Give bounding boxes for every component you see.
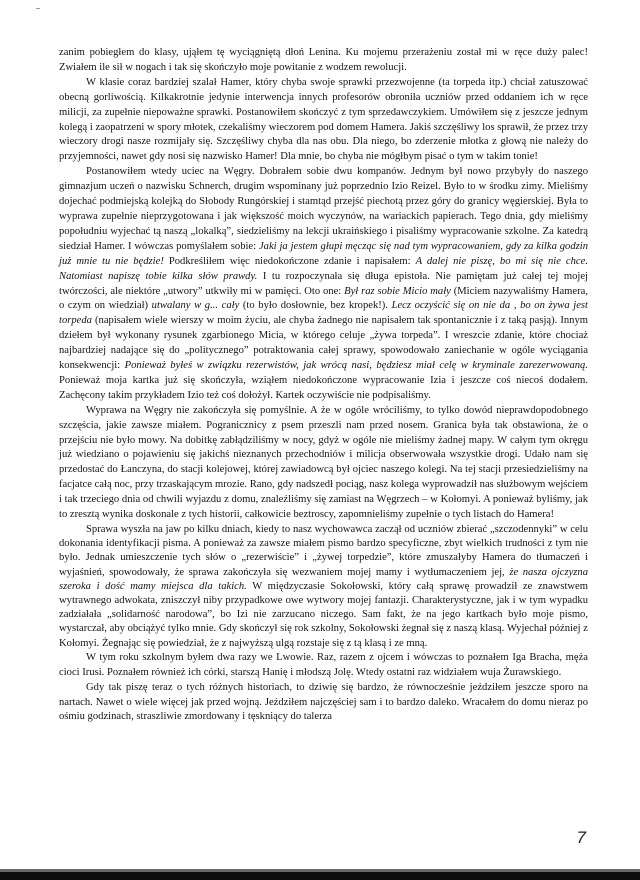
text-run: Postanowiłem wtedy uciec na Węgry. Dobrałem sobie dwu kompanów. Jednym był nowo przybyły do naszego gimnazjum uczeń o nazwisku Schnerch, drugim wspominany już poprzednio Izio Reizel. Było to w środku zimy. Mieliśmy dojechać podmiejską kolejką do Słobody Rungórskiej i stamtąd przejść piechotą przez góry do granicy węgierskiej. Była to wyprawa zupełnie nieprzygotowana i jak większość moich wyczynów, na wariackich papierach. Tego dnia, gdy mieliśmy popołudniu wyjechać tą naszą „lokalką”, siedzieliśmy na lekcji ukraińskiego i pisaliśmy wypracowanie szkolne. Za katedrą siedział Hamer. I wówczas pomyślałem sobie: — [59, 166, 588, 252]
italic-text: Ponieważ byłeś w związku rezerwistów, jak wrócą nasi, będziesz miał celę w kryminale zarezerwowaną. — [124, 360, 588, 372]
text-run: I tu rozpoczynała się długa epistoła. Nie pamiętam już całej tej mojej twórczości, ale niektóre „utwory” utkwiły mi w pamięci. Oto one: — [59, 270, 588, 297]
text-run: Podkreśliłem więc niedokończone zdanie i napisałem: — [163, 255, 416, 267]
page-number: 7 — [576, 828, 586, 847]
italic-text: że nasza ojczyzna szeroka i dość mamy miejsca dla takich. — [59, 566, 588, 592]
paragraph — [59, 46, 588, 76]
text-run: Wyprawa na Węgry nie zakończyła się pomyślnie. A że w ogóle wróciliśmy, to tylko dowód nieprawdopodobnego szczęścia, jakie zawsze miałem. Pogranicznicy z psem przeszli nam przed nosem. Granica była tak obstawiona, że o przejściu nie było mowy. Na dobitkę zabłądziliśmy w nocy, gdyż w ogóle nie mieliśmy żadnej mapy. W całym tym okręgu już wiedziano o pojawieniu się jakichś nieznanych przechodniów i milicja obserwowała wszystkie drogi. Udało nam się przedostać do Łanczyna, do stacji kolejowej, której zawiadowcą był ojciec naszego kolegi. Na tej stacji przesiedzieliśmy na facjatce całą noc, przy trzaskającym mrozie. Rano, gdy nadszedł pociąg, nasz kolega wyprowadził nas służbowym wejściem i tak trzeciego dnia od chwili wyjazdu z domu, znaleźliśmy się zamiast na Węgrzech – w Kołomyi. A ponieważ byliśmy, jak to zresztą wynika doskonale z tych historii, całkowicie beztroscy, zapomnieliśmy zupełnie o tych listach do Hamera! — [59, 404, 588, 521]
scan-edge — [0, 872, 640, 880]
italic-text: Jaki ja jestem głupi męcząc się nad tym wypracowaniem, gdy za kilka godzin już mnie tu nie będzie! — [59, 240, 589, 267]
italic-text: A dalej nie piszę, bo mi się nie chce. Natomiast napiszę tobie kilka słów prawdy. — [59, 255, 588, 282]
paragraph — [59, 404, 588, 523]
text-run: zanim pobiegłem do klasy, ująłem tę wyciągniętą dłoń Lenina. Ku mojemu przerażeniu został mi w ręce duży palec! Zwiałem ile sił w nogach i tak się skończyło moje powitanie z wodzem rewolucji. — [59, 47, 588, 73]
text-run: (to było dosłownie, bez kropek!). — [239, 300, 392, 312]
paragraph — [59, 76, 588, 165]
paragraph — [59, 651, 588, 681]
paragraph — [59, 165, 588, 404]
text-run: Sprawa wyszła na jaw po kilku dniach, kiedy to nasz wychowawca zaczął od uczniów zbierać „szczodennyki” w celu dokonania identyfikacji pisma. A ponieważ za zawsze miałem pismo bardzo specyficzne, zbyt wielkich trudności z tym nie było. Jednak umieszczenie tych słów o „rezerwiście” i „żywej torpedzie”, które zmuszałyby Hamera do tłumaczeń i wyjaśnień, spowodowały, że sprawa zakończyła się wezwaniem mojej mamy i wytłumaczeniem jej, — [59, 524, 588, 578]
text-run: (Miciem nazywaliśmy Hamera, o czym on wiedział) — [59, 285, 588, 312]
text-run: W międzyczasie Sokołowski, który całą sprawę prowadził ze znawstwem wytrawnego adwokata, zniszczył niby przypadkowe owe wytwory mojej fantazji. Charakterystyczne, jak i w tym wypadku zadziałała „solidarność narodowa”, bo Izi nie zarzucano niczego. Sam fakt, że na jego kartkach było moje pismo, wystarczał, aby obciążyć tylko mnie. Gdy skończył się rok szkolny, Sokołowski żegnał się z naszą klasą. Wyjechał później z Kołomyi. Żegnając się powiedział, że z najwyższą ulgą rozstaje się z tą klasą i ze mną. — [59, 580, 588, 649]
text-run: (napisałem wiele wierszy w moim życiu, ale chyba żadnego nie napisałem tak spontanicznie i z taką pasją). Innym dziełem był wykonany rysunek zgarbionego Micia, w którego celuje „żywa torpeda”. I wreszcie zdanie, które chociaż najbardziej nadające się do „politycznego” potraktowania całej sprawy, spowodowało zaniechanie w ogóle wyciągania konsekwencji: — [59, 315, 588, 372]
text-run: W klasie coraz bardziej szalał Hamer, który chyba swoje sprawki przezwojenne (ta torpeda itp.) chciał zatuszować obecną gorliwością. Kilkakrotnie jedynie interwencja innych profesorów obroniła uczniów przed oddaniem ich w ręce milicji, za zupełnie niepoważne sprawki. Postanowiłem skończyć z tym sprzedawczykiem. Umówiłem się z jeszcze jednym kolegą i zaopatrzeni w spory młotek, czekaliśmy wieczorem pod domem Hamera. Jakiś szczęśliwy los sprawił, że przez trzy wieczory drogi nasze rozmijały się. Szczęśliwy chyba dla nas obu. Dla niego, bo zderzenie młotka z głową nie należy do przyjemności, nawet gdy nosi się nazwisko Hamer! Dla mnie, bo chyba nie mógłbym pisać o tym w takim tonie! — [59, 76, 588, 163]
scan-speck — [36, 8, 40, 9]
body-text — [59, 46, 588, 725]
paragraph — [59, 681, 588, 726]
text-run: Ponieważ moja kartka już się skończyła, wziąłem niedokończone wypracowanie Izia i jeszcze coś niecoś dodałem. Zachęcony takim przykładem Izio też coś dołożył. Kartek oczywiście nie podpisaliśmy. — [59, 374, 588, 401]
italic-text: Był raz sobie Micio mały — [344, 285, 451, 297]
italic-text: Lecz oczyścić się on nie da , bo on żywa jest torpeda — [59, 300, 588, 327]
italic-text: utwalany w g... cały — [151, 300, 240, 312]
paragraph — [59, 523, 588, 651]
text-run: W tym roku szkolnym byłem dwa razy we Lwowie. Raz, razem z ojcem i wówczas to poznałem Iga Bracha, męża cioci Irusi. Poznałem również ich córki, starszą Hanię i młodszą Jolę. Wtedy ostatni raz widziałem wuja Żurawskiego. — [59, 651, 588, 678]
text-run: Gdy tak piszę teraz o tych różnych historiach, to dziwię się bardzo, że równocześnie jeździłem jeszcze sporo na nartach. Nawet o wiele więcej jak przed wojną. Jeździłem najczęściej sam i to bardzo daleko. Wracałem do domu nieraz po ośmiu godzinach, straszliwie zmordowany i tęskniący do talerza — [59, 681, 588, 723]
